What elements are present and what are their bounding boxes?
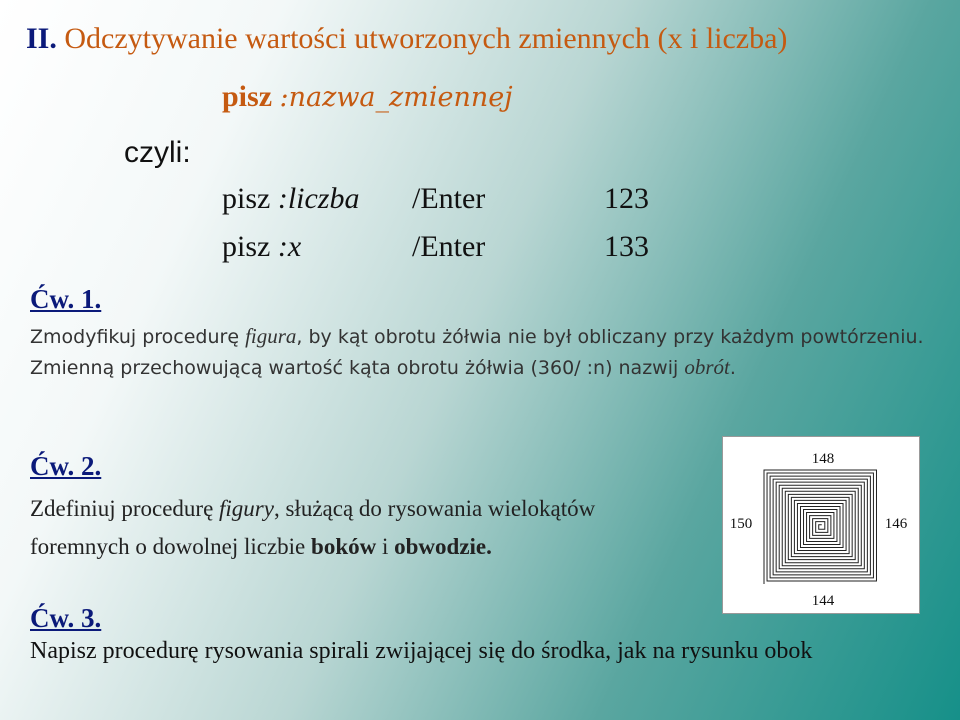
czyli-label: czyli: [124, 136, 191, 169]
exercise-2-heading: Ćw. 2. [30, 451, 102, 481]
exercise-2-text: Zdefiniuj procedurę figury, służącą do rysowania wielokątów foremnych o dowolnej liczbie boków i obwodzie. [30, 496, 596, 559]
example-result: 133 [604, 230, 649, 263]
spiral-drawing [723, 437, 919, 613]
syntax-line [222, 80, 513, 114]
spiral-label-left: 150 [729, 516, 753, 532]
spiral-label-right: 146 [884, 516, 908, 532]
spiral-label-top: 148 [811, 451, 835, 467]
syntax-argument: :nazwa_zmiennej [279, 82, 513, 113]
exercise-1-heading: Ćw. 1. [30, 284, 102, 314]
spiral-path [764, 470, 876, 584]
example-key: /Enter [412, 230, 486, 263]
example-command: pisz :liczba [222, 182, 360, 215]
title-text: Odczytywanie wartości utworzonych zmiennych (x i liczba) [64, 22, 788, 55]
example-command: pisz :x [222, 230, 302, 263]
section-number: II. [26, 22, 57, 55]
example-result: 123 [604, 182, 649, 215]
slide-title [26, 22, 787, 56]
syntax-command: pisz [222, 80, 273, 113]
exercise-1-text: Zmodyfikuj procedurę figura, by kąt obrotu żółwia nie był obliczany przy każdym powtórzeniu. Zmienną przechowującą wartość kąta obrotu żółwia (360/ :n) nazwij obrót. [30, 324, 924, 379]
spiral-label-bottom: 144 [811, 593, 835, 609]
example-key: /Enter [412, 182, 486, 215]
spiral-figure [722, 436, 920, 614]
exercise-3-heading: Ćw. 3. [30, 603, 102, 633]
exercise-3-text: Napisz procedurę rysowania spirali zwijającej się do środka, jak na rysunku obok [30, 638, 813, 664]
